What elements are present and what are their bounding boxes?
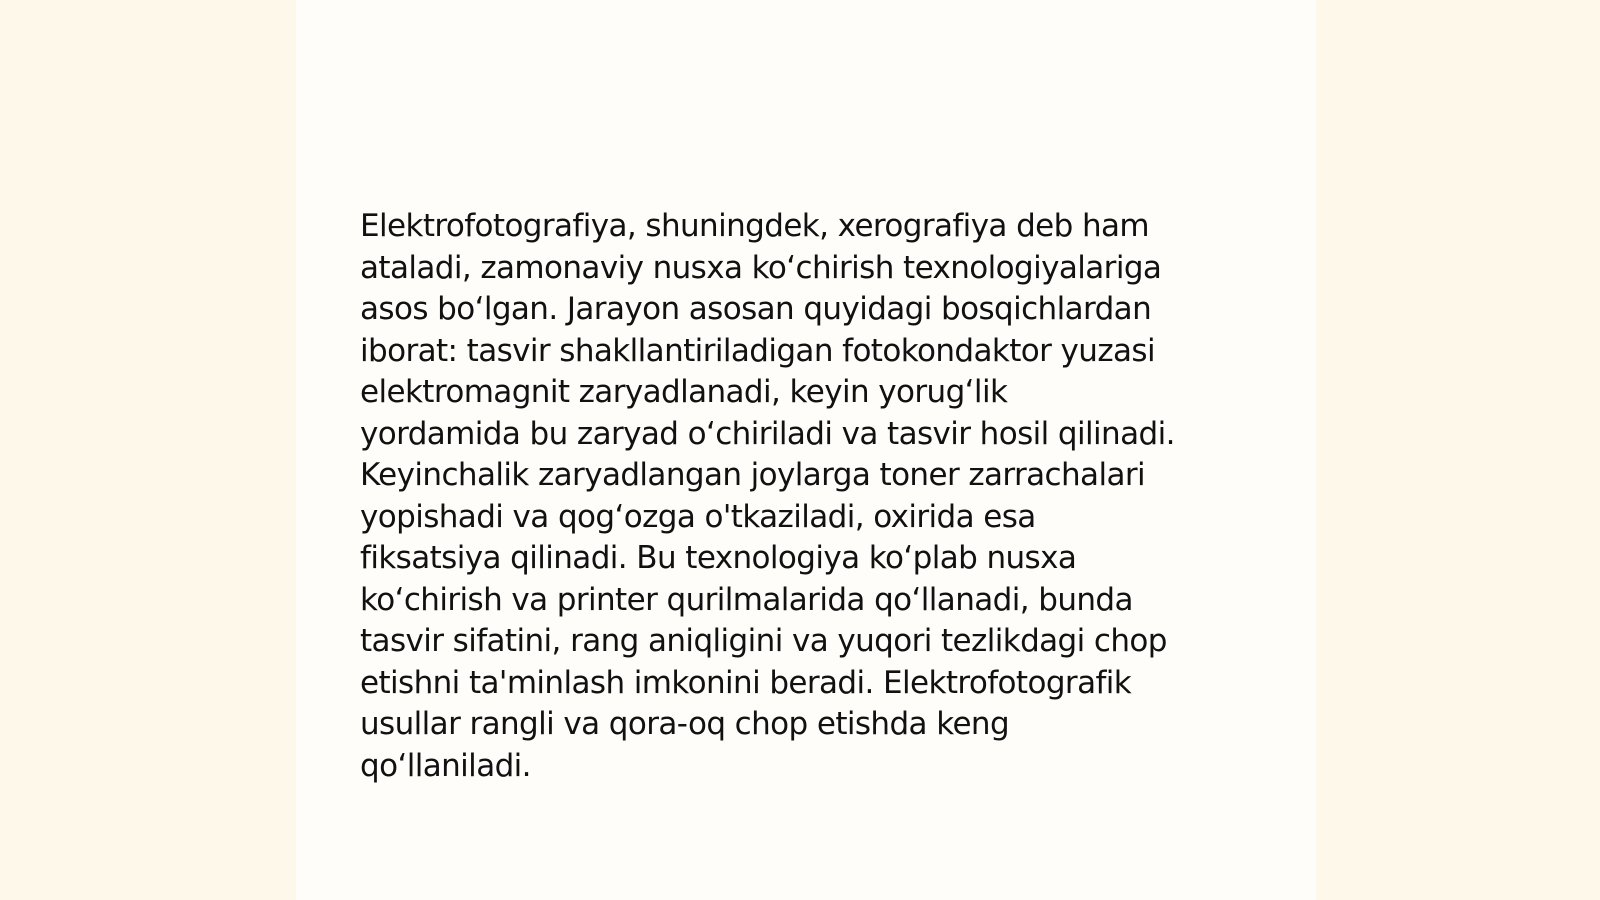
paragraph-line: yopishadi va qog‘ozga o'tkaziladi, oxirida esa xyxy=(360,498,1036,535)
paragraph-line: ko‘chirish va printer qurilmalarida qo‘llanadi, bunda xyxy=(360,581,1133,618)
paragraph-line: yordamida bu zaryad o‘chiriladi va tasvir hosil qilinadi. xyxy=(360,415,1175,452)
paragraph-line: Elektrofotografiya, shuningdek, xerografiya deb ham xyxy=(360,208,1150,244)
paragraph-line: iborat: tasvir shakllantiriladigan fotokondaktor yuzasi xyxy=(360,332,1155,369)
paragraph-line: ataladi, zamonaviy nusxa ko‘chirish texnologiyalariga xyxy=(360,249,1162,286)
paragraph-line: qo‘llaniladi. xyxy=(360,747,531,784)
slide-canvas xyxy=(296,0,1316,900)
paragraph-line: elektromagnit zaryadlanadi, keyin yorug‘lik xyxy=(360,374,1008,410)
right-margin-area xyxy=(1316,0,1600,900)
paragraph-line: etishni ta'minlash imkonini beradi. Elektrofotografik xyxy=(360,664,1132,701)
paragraph-line: asos bo‘lgan. Jarayon asosan quyidagi bosqichlardan xyxy=(360,291,1152,327)
paragraph-line: Keyinchalik zaryadlangan joylarga toner zarrachalari xyxy=(360,457,1146,493)
paragraph-line: tasvir sifatini, rang aniqligini va yuqori tezlikdagi chop xyxy=(360,623,1167,659)
left-margin-area xyxy=(0,0,296,900)
paragraph-line: fiksatsiya qilinadi. Bu texnologiya ko‘plab nusxa xyxy=(360,540,1077,576)
paragraph-line: usullar rangli va qora-oq chop etishda keng xyxy=(360,706,1010,742)
body-paragraph xyxy=(360,206,1260,787)
